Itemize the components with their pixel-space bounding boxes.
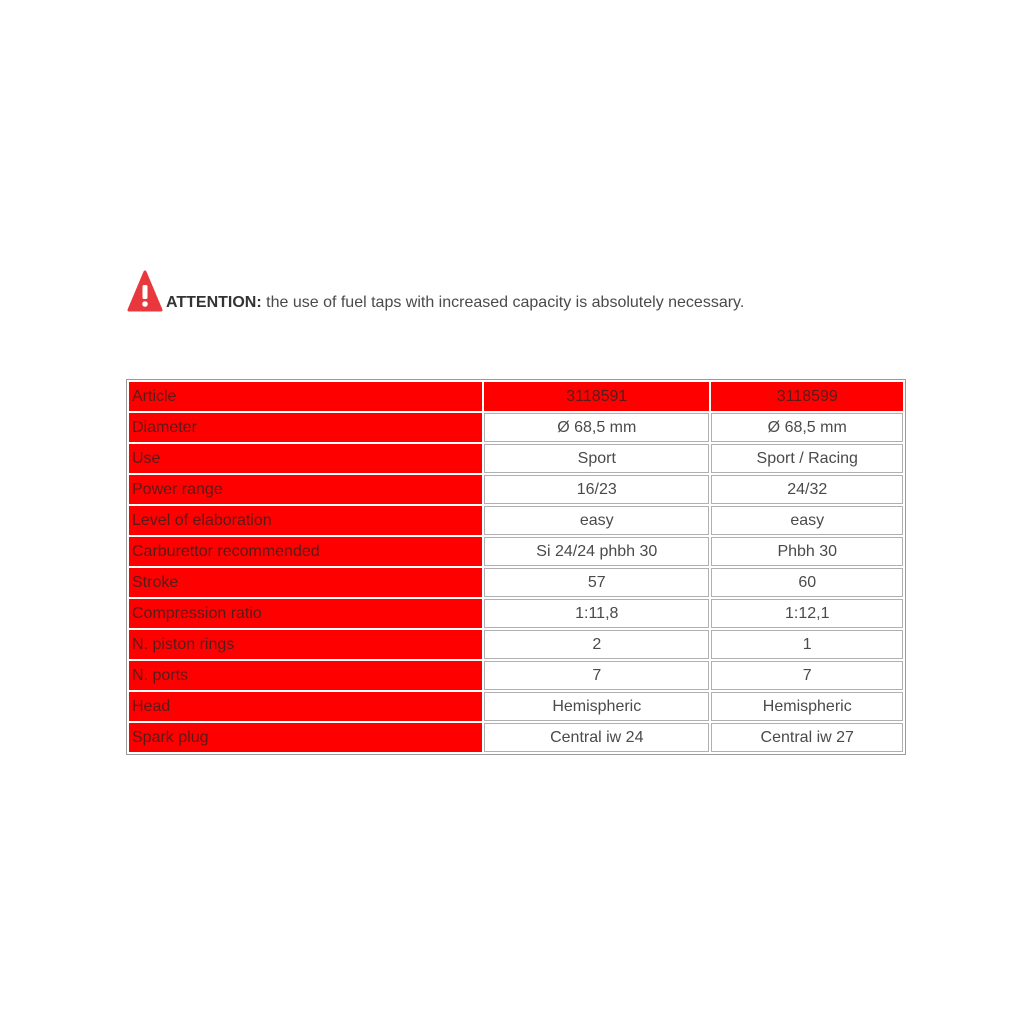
row-value-2: Central iw 27 bbox=[711, 723, 903, 752]
row-value-1: 2 bbox=[484, 630, 709, 659]
row-value-2: Sport / Racing bbox=[711, 444, 903, 473]
header-article-1: 3118591 bbox=[484, 382, 709, 411]
specs-table bbox=[126, 379, 906, 755]
row-label: Use bbox=[129, 444, 482, 473]
header-article-2: 3118599 bbox=[711, 382, 903, 411]
row-value-2: 1 bbox=[711, 630, 903, 659]
table-header-row bbox=[129, 382, 903, 411]
warning-triangle-icon bbox=[127, 270, 163, 314]
row-value-1: Sport bbox=[484, 444, 709, 473]
row-label: N. piston rings bbox=[129, 630, 482, 659]
table-row bbox=[129, 692, 903, 721]
row-value-2: 24/32 bbox=[711, 475, 903, 504]
table-row bbox=[129, 537, 903, 566]
row-value-2: Phbh 30 bbox=[711, 537, 903, 566]
table-row bbox=[129, 568, 903, 597]
row-label: N. ports bbox=[129, 661, 482, 690]
row-value-2: Ø 68,5 mm bbox=[711, 413, 903, 442]
row-value-1: Central iw 24 bbox=[484, 723, 709, 752]
row-value-2: Hemispheric bbox=[711, 692, 903, 721]
row-value-1: 7 bbox=[484, 661, 709, 690]
row-label: Spark plug bbox=[129, 723, 482, 752]
row-label: Stroke bbox=[129, 568, 482, 597]
row-label: Level of elaboration bbox=[129, 506, 482, 535]
table-row bbox=[129, 506, 903, 535]
table-row bbox=[129, 723, 903, 752]
row-value-1: 57 bbox=[484, 568, 709, 597]
row-value-1: Ø 68,5 mm bbox=[484, 413, 709, 442]
table-row bbox=[129, 413, 903, 442]
row-label: Diameter bbox=[129, 413, 482, 442]
table-row bbox=[129, 444, 903, 473]
row-value-1: Si 24/24 phbh 30 bbox=[484, 537, 709, 566]
attention-notice bbox=[127, 266, 744, 314]
table-row bbox=[129, 630, 903, 659]
row-value-1: Hemispheric bbox=[484, 692, 709, 721]
attention-message: the use of fuel taps with increased capacity is absolutely necessary. bbox=[261, 294, 745, 311]
row-label: Power range bbox=[129, 475, 482, 504]
row-label: Head bbox=[129, 692, 482, 721]
table-row bbox=[129, 475, 903, 504]
row-value-1: 1:11,8 bbox=[484, 599, 709, 628]
header-label: Article bbox=[129, 382, 482, 411]
row-label: Carburettor recommended bbox=[129, 537, 482, 566]
row-value-2: easy bbox=[711, 506, 903, 535]
row-value-2: 60 bbox=[711, 568, 903, 597]
row-value-1: 16/23 bbox=[484, 475, 709, 504]
attention-text bbox=[166, 294, 744, 314]
table-row bbox=[129, 661, 903, 690]
row-value-2: 7 bbox=[711, 661, 903, 690]
attention-label: ATTENTION: bbox=[166, 294, 262, 311]
row-value-2: 1:12,1 bbox=[711, 599, 903, 628]
row-label: Compression ratio bbox=[129, 599, 482, 628]
table-row bbox=[129, 599, 903, 628]
row-value-1: easy bbox=[484, 506, 709, 535]
